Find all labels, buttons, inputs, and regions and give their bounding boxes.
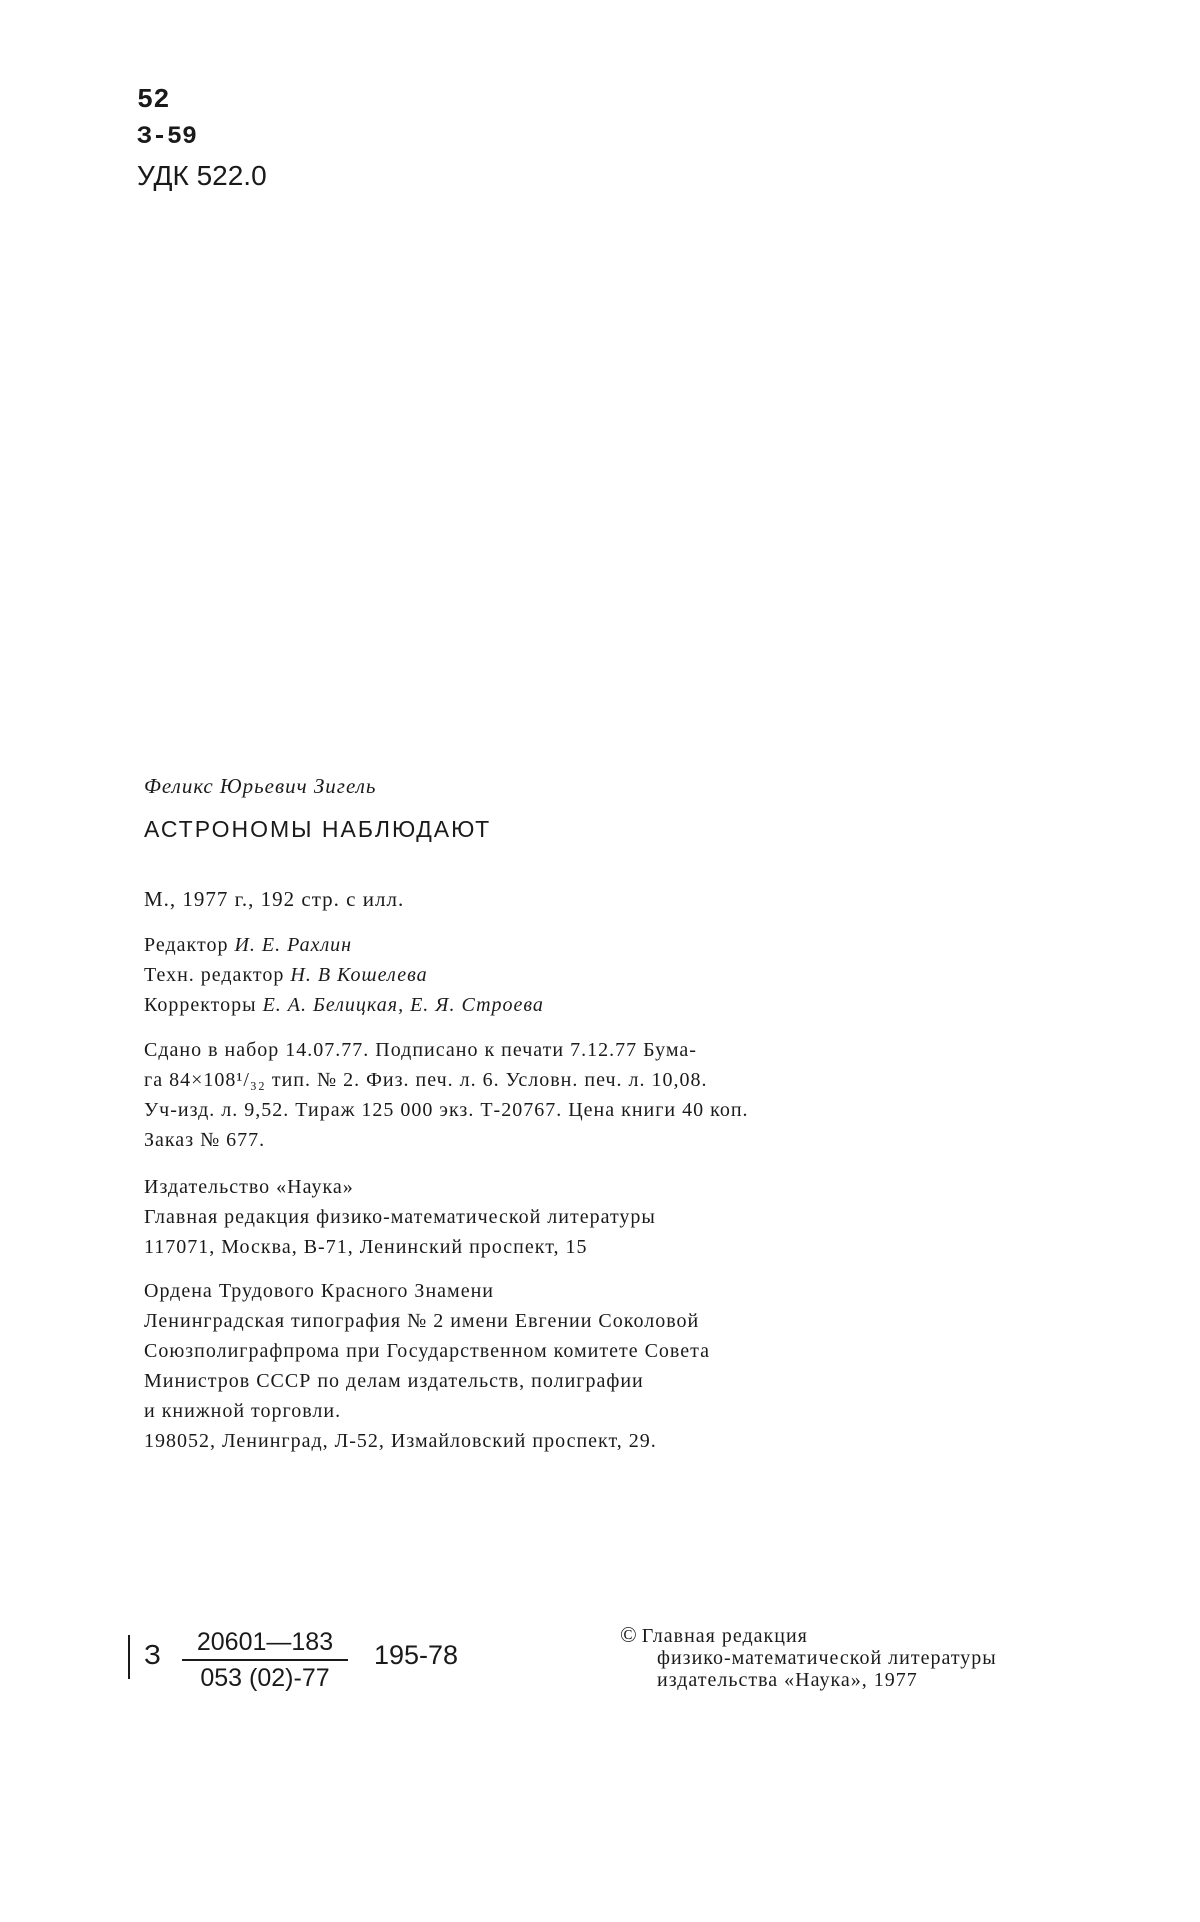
printer-line: 198052, Ленинград, Л-52, Измайловский проспект, 29. xyxy=(144,1430,657,1452)
code-numerator: 20601—183 xyxy=(196,1628,334,1656)
printer-line: Министров СССР по делам издательств, полиграфии xyxy=(144,1370,644,1392)
proofreaders-names: Е. А. Белицкая, Е. Я. Строева xyxy=(262,994,544,1016)
publisher-line: Издательство «Наука» xyxy=(144,1176,354,1198)
staff-block xyxy=(144,930,544,1020)
tech-editor-line: Техн. редактор Н. В Кошелева xyxy=(144,964,428,986)
copyright-icon: © xyxy=(620,1622,638,1647)
printer-line: Ордена Трудового Красного Знамени xyxy=(144,1280,494,1302)
code-bar xyxy=(128,1635,130,1679)
publisher-line: 117071, Москва, В-71, Ленинский проспект, 15 xyxy=(144,1236,588,1258)
book-title: АСТРОНОМЫ НАБЛЮДАЮТ xyxy=(144,816,492,842)
print-line: Уч-изд. л. 9,52. Тираж 125 000 экз. Т-20767. Цена книги 40 коп. xyxy=(144,1099,749,1121)
print-line: Заказ № 677. xyxy=(144,1129,266,1151)
catalog-code xyxy=(122,1627,482,1697)
code-tail: 195-78 xyxy=(374,1640,459,1670)
proofreaders-line: Корректоры Е. А. Белицкая, Е. Я. Строева xyxy=(144,994,544,1016)
tech-editor-name: Н. В Кошелева xyxy=(290,964,428,986)
copyright-line: издательства «Наука», 1977 xyxy=(657,1669,918,1691)
print-details xyxy=(144,1035,749,1155)
author-name: Феликс Юрьевич Зигель xyxy=(144,774,377,798)
publication-info: М., 1977 г., 192 стр. с илл. xyxy=(144,887,405,911)
printer-line: Союзполиграфпрома при Государственном комитете Совета xyxy=(144,1340,710,1362)
code-denominator: 053 (02)-77 xyxy=(200,1664,330,1692)
editor-line: Редактор И. Е. Рахлин xyxy=(144,934,353,956)
publisher-block xyxy=(144,1172,656,1262)
printer-line: и книжной торговли. xyxy=(144,1400,342,1422)
copyright-line: физико-математической литературы xyxy=(657,1647,997,1669)
bbk-code: 52 xyxy=(137,86,170,116)
publisher-line: Главная редакция физико-математической литературы xyxy=(144,1206,656,1228)
fraction-rule xyxy=(182,1659,348,1661)
code-letter: З xyxy=(144,1639,161,1670)
editor-name: И. Е. Рахлин xyxy=(234,934,353,956)
udk-code: УДК 522.0 xyxy=(137,160,267,191)
code-fraction xyxy=(182,1627,348,1693)
author-index-code: З-59 xyxy=(137,122,198,151)
copyright-notice xyxy=(620,1624,997,1691)
print-line: Сдано в набор 14.07.77. Подписано к печати 7.12.77 Бума- xyxy=(144,1039,697,1061)
printer-block xyxy=(144,1276,710,1456)
print-line: га 84×108¹/₃₂ тип. № 2. Физ. печ. л. 6. Условн. печ. л. 10,08. xyxy=(144,1069,708,1091)
copyright-line: Главная редакция xyxy=(641,1625,808,1647)
printer-line: Ленинградская типография № 2 имени Евгении Соколовой xyxy=(144,1310,700,1332)
